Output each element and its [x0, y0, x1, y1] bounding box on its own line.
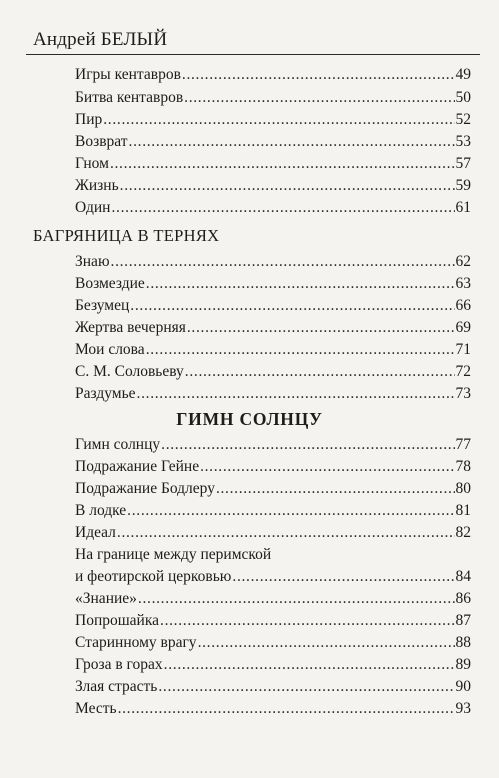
entry-page: 71 — [455, 341, 471, 358]
entry-page: 63 — [455, 275, 471, 292]
toc-entry — [75, 522, 471, 544]
leader-dots — [120, 175, 455, 197]
header-rule — [26, 54, 480, 55]
toc-entry — [75, 676, 471, 698]
toc-entry — [75, 64, 471, 86]
leader-dots — [103, 109, 454, 131]
toc-entry — [75, 434, 471, 456]
leader-dots — [137, 383, 455, 405]
leader-dots — [127, 500, 454, 522]
entry-title: Гроза в горах — [75, 656, 163, 673]
leader-dots — [110, 153, 455, 175]
entry-page: 61 — [455, 199, 471, 216]
toc-entry — [75, 339, 471, 361]
leader-dots — [129, 131, 455, 153]
leader-dots — [216, 478, 455, 500]
entry-page: 57 — [455, 155, 471, 172]
entry-page: 78 — [455, 458, 471, 475]
toc-entry — [75, 383, 471, 405]
entry-page: 50 — [455, 89, 471, 106]
toc-entry — [75, 588, 471, 610]
leader-dots — [184, 87, 454, 109]
entry-page: 87 — [455, 612, 471, 629]
entry-page: 66 — [455, 297, 471, 314]
entry-title: Жертва вечерняя — [75, 319, 186, 336]
entry-title: Игры кентавров — [75, 66, 181, 83]
entry-page: 53 — [455, 133, 471, 150]
toc-entry — [75, 109, 471, 131]
leader-dots — [198, 632, 455, 654]
entry-page: 73 — [455, 385, 471, 402]
entry-page: 80 — [455, 480, 471, 497]
leader-dots — [232, 566, 454, 588]
leader-dots — [185, 361, 455, 383]
leader-dots — [164, 654, 455, 676]
entry-page: 90 — [455, 678, 471, 695]
entry-page: 88 — [455, 634, 471, 651]
entry-page: 52 — [455, 111, 471, 128]
entry-title: Жизнь — [75, 177, 119, 194]
toc-entry — [75, 175, 471, 197]
entry-title: Старинному врагу — [75, 634, 197, 651]
entry-page: 62 — [455, 253, 471, 270]
entry-title: Мои слова — [75, 341, 145, 358]
toc-entry — [75, 131, 471, 153]
toc-entry — [75, 87, 471, 109]
entry-title: «Знание» — [75, 590, 137, 607]
section-heading: БАГРЯНИЦА В ТЕРНЯХ — [33, 226, 220, 245]
entry-title: Гном — [75, 155, 109, 172]
leader-dots — [117, 522, 455, 544]
entry-title: Возврат — [75, 133, 128, 150]
toc-entry — [75, 295, 471, 317]
toc-entry — [75, 317, 471, 339]
entry-title-line2: и феотирской церковью — [75, 568, 232, 585]
toc-entry — [75, 654, 471, 676]
entry-page: 82 — [455, 524, 471, 541]
entry-page: 59 — [455, 177, 471, 194]
entry-title: Подражание Бодлеру — [75, 480, 215, 497]
entry-title: Подражание Гейне — [75, 458, 200, 475]
leader-dots — [158, 676, 454, 698]
toc-entry — [75, 632, 471, 654]
toc-entry — [75, 698, 471, 720]
entry-page: 89 — [455, 656, 471, 673]
entry-title: Возмездие — [75, 275, 145, 292]
running-head: Андрей БЕЛЫЙ — [33, 29, 168, 50]
entry-page: 49 — [455, 66, 471, 83]
entry-title: С. М. Соловьеву — [75, 363, 184, 380]
entry-page: 84 — [455, 568, 471, 585]
leader-dots — [161, 434, 454, 456]
toc-entry — [75, 566, 471, 588]
entry-title-line1: На границе между перимской — [75, 546, 272, 563]
toc-entry — [75, 153, 471, 175]
leader-dots — [111, 251, 455, 273]
entry-page: 93 — [455, 700, 471, 717]
entry-title: Раздумье — [75, 385, 136, 402]
leader-dots — [118, 698, 455, 720]
leader-dots — [182, 64, 455, 86]
entry-title: Попрошайка — [75, 612, 160, 629]
leader-dots — [187, 317, 455, 339]
toc-entry — [75, 500, 471, 522]
leader-dots — [146, 339, 455, 361]
entry-title: Месть — [75, 700, 117, 717]
entry-page: 72 — [455, 363, 471, 380]
entry-page: 86 — [455, 590, 471, 607]
toc-entry — [75, 478, 471, 500]
entry-title: Знаю — [75, 253, 110, 270]
toc-entry — [75, 273, 471, 295]
entry-title: Пир — [75, 111, 103, 128]
leader-dots — [111, 197, 454, 219]
entry-page: 81 — [455, 502, 471, 519]
entry-page: 69 — [455, 319, 471, 336]
toc-entry — [75, 361, 471, 383]
leader-dots — [200, 456, 454, 478]
entry-title: В лодке — [75, 502, 127, 519]
entry-title: Гимн солнцу — [75, 436, 161, 453]
toc-entry — [75, 197, 471, 219]
toc-entry — [75, 251, 471, 273]
entry-title: Безумец — [75, 297, 130, 314]
entry-page: 77 — [455, 436, 471, 453]
toc-entry — [75, 610, 471, 632]
leader-dots — [160, 610, 454, 632]
toc-entry — [75, 456, 471, 478]
entry-title: Один — [75, 199, 111, 216]
section-heading: ГИМН СОЛНЦУ — [176, 409, 323, 429]
entry-title: Злая страсть — [75, 678, 158, 695]
leader-dots — [138, 588, 455, 610]
entry-title: Идеал — [75, 524, 116, 541]
entry-title: Битва кентавров — [75, 89, 184, 106]
leader-dots — [146, 273, 455, 295]
leader-dots — [130, 295, 454, 317]
